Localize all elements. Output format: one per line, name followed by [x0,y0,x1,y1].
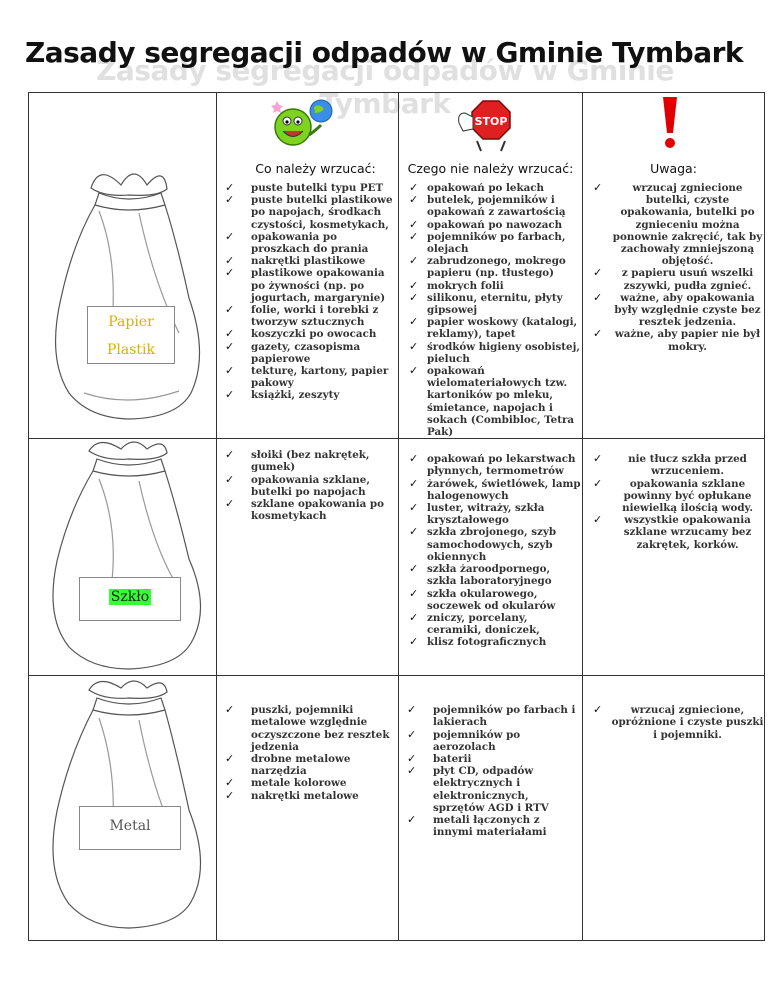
plastic-label: Plastik [106,342,155,358]
list-item: ✓ szkła okularowego, soczewek od okularów [399,588,582,612]
yes-list-glass [217,449,398,522]
list-item: ✓ pojemników po farbach i lakierach [399,704,582,728]
table-row-glass [29,439,765,676]
note-list-glass [583,453,764,551]
segregation-table [28,92,765,941]
note-column-paper-plastic [583,93,765,439]
note-column-glass [583,439,765,676]
list-item: ✓ opakowań po nawozach [399,219,582,231]
list-item: ✓ silikonu, eternitu, płyty gipsowej [399,292,582,316]
no-list-metal [399,704,582,838]
yes-column-metal [217,676,399,941]
list-item: ✓ wrzucaj zgniecione butelki, czyste opakowania, butelki po zgnieceniu można ponownie zakręcić, tak by zachowały zmniejszoną objętość. [583,182,764,267]
list-item: ✓ opakowań po lekarstwach płynnych, termometrów [399,453,582,477]
glass-label: Szkło [110,589,150,606]
list-item: ✓ nakrętki metalowe [217,790,398,802]
list-item: ✓ butelek, pojemników i opakowań z zawartością [399,194,582,218]
list-item: ✓ gazety, czasopisma papierowe [217,341,398,365]
list-item: ✓ zabrudzonego, mokrego papieru (np. tłustego) [399,255,582,279]
table-row-paper-plastic [29,93,765,439]
paper-label: Papier [108,314,154,330]
no-column-paper-plastic [399,93,583,439]
yes-list-metal [217,704,398,802]
list-item: ✓ drobne metalowe narzędzia [217,753,398,777]
list-item: ✓ metali łączonych z innymi materiałami [399,814,582,838]
metal-label-box [79,806,181,850]
list-item: ✓ luster, witraży, szkła kryształowego [399,502,582,526]
header-note: Uwaga: [650,161,697,176]
metal-label: Metal [109,818,151,835]
exclamation-icon [655,95,685,151]
list-item: ✓ koszyczki po owocach [217,328,398,340]
title-text: Zasady segregacji odpadów w Gminie Tymbark Zasady segregacji odpadów w Gminie Tymbark [25,36,743,69]
no-column-glass [399,439,583,676]
stop-sign-icon [453,95,533,153]
header-what-to-throw: Co należy wrzucać: [255,161,376,176]
list-item: ✓ szkła żaroodpornego, szkła laboratoryjnego [399,563,582,587]
list-item: ✓ opakowań wielomateriałowych tzw. kartoników po mleku, śmietance, napojach i sokach (Combibloc, Tetra Pak) [399,365,582,438]
smiling-globe-icon [269,95,341,153]
bag-cell-paper-plastic [29,93,217,439]
list-item: ✓ metale kolorowe [217,777,398,789]
list-item: ✓ słoiki (bez nakrętek, gumek) [217,449,398,473]
list-item: ✓ zniczy, porcelany, ceramiki, doniczek, [399,612,582,636]
list-item: ✓ papier woskowy (katalogi, reklamy), tapet [399,316,582,340]
yes-column-glass [217,439,399,676]
list-item: ✓ wrzucaj zgniecione, opróżnione i czyste puszki i pojemniki. [583,704,764,741]
list-item: ✓ książki, zeszyty [217,389,398,401]
bag-icon [29,439,217,675]
list-item: ✓ z papieru usuń wszelki zszywki, pudła zgnieć. [583,267,764,291]
list-item: ✓ folie, worki i torebki z tworzyw sztucznych [217,304,398,328]
list-item: ✓ opakowania szklane, butelki po napojach [217,474,398,498]
list-item: ✓ ważne, aby papier nie był mokry. [583,328,764,352]
header-what-not-to-throw: Czego nie należy wrzucać: [407,161,574,176]
list-item: ✓ środków higieny osobistej, pieluch [399,341,582,365]
list-item: ✓ szklane opakowania po kosmetykach [217,498,398,522]
list-item: ✓ wszystkie opakowania szklane wrzucamy bez zakrętek, korków. [583,514,764,551]
bag-cell-glass [29,439,217,676]
list-item: ✓ puste butelki typu PET [217,182,398,194]
list-item: ✓ baterii [399,753,582,765]
list-item: ✓ nie tłucz szkła przed wrzuceniem. [583,453,764,477]
no-list-glass [399,453,582,648]
list-item: ✓ opakowań po lekach [399,182,582,194]
list-item: ✓ pojemników po farbach, olejach [399,231,582,255]
list-item: ✓ klisz fotograficznych [399,636,582,648]
list-item: ✓ opakowania po proszkach do prania [217,231,398,255]
list-item: ✓ ważne, aby opakowania były względnie czyste bez resztek jedzenia. [583,292,764,329]
yes-list-paper-plastic [217,182,398,402]
list-item: ✓ żarówek, świetlówek, lamp halogenowych [399,478,582,502]
bag-icon [29,93,217,433]
list-item: ✓ nakrętki plastikowe [217,255,398,267]
note-list-paper-plastic [583,182,764,353]
note-list-metal [583,704,764,741]
list-item: ✓ plastikowe opakowania po żywności (np. po jogurtach, margarynie) [217,267,398,304]
list-item: ✓ opakowania szklane powinny być opłukane niewielką ilością wody. [583,478,764,515]
list-item: ✓ płyt CD, odpadów elektrycznych i elektronicznych, sprzętów AGD i RTV [399,765,582,814]
list-item: ✓ tekturę, kartony, papier pakowy [217,365,398,389]
yes-column-paper-plastic [217,93,399,439]
table-row-metal [29,676,765,941]
list-item: ✓ puste butelki plastikowe po napojach, środkach czystości, kosmetykach, [217,194,398,231]
list-item: ✓ puszki, pojemniki metalowe względnie oczyszczone bez resztek jedzenia [217,704,398,753]
list-item: ✓ szkła zbrojonego, szyb samochodowych, szyb okiennych [399,526,582,563]
bag-cell-metal [29,676,217,941]
list-item: ✓ mokrych folii [399,280,582,292]
glass-label-box [79,577,181,621]
page-title [0,36,768,69]
no-column-metal [399,676,583,941]
paper-label-box [87,306,175,364]
no-list-paper-plastic [399,182,582,438]
list-item: ✓ pojemników po aerozolach [399,729,582,753]
note-column-metal [583,676,765,941]
svg-text:STOP: STOP [474,115,508,128]
